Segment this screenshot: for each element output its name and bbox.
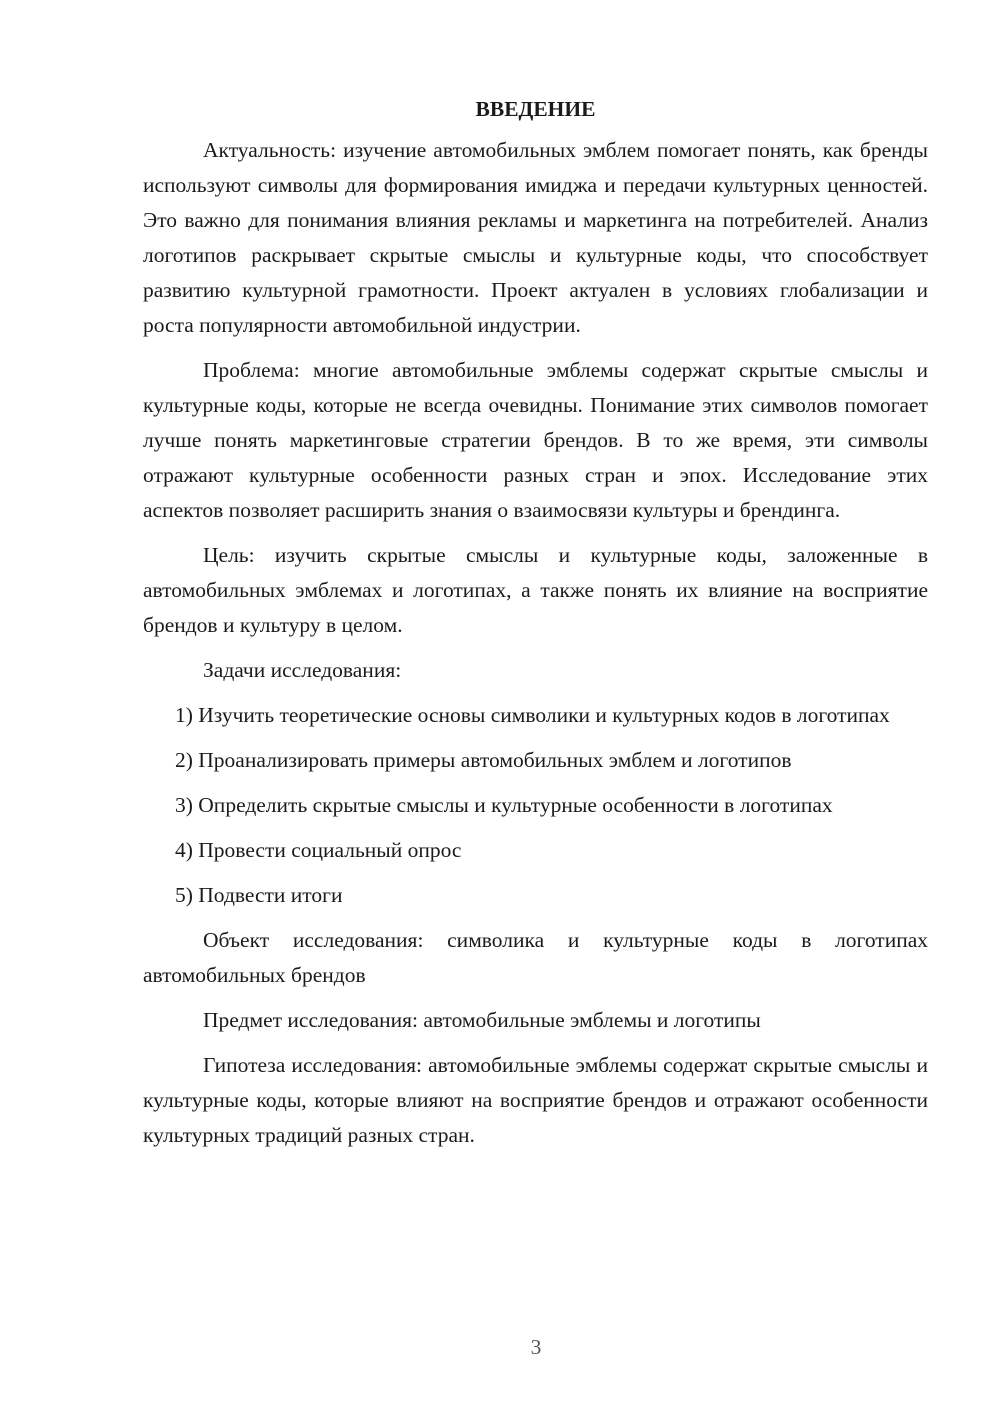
page-number: 3 — [530, 1335, 542, 1359]
paragraph-relevance: Актуальность: изучение автомобильных эмблем помогает понять, как бренды используют символы для формирования имиджа и передачи культурных ценностей. Это важно для понимания влияния рекламы и маркетинга на потребителей. Анализ логотипов раскрывает скрытые смыслы и культурные коды, что способствует развитию культурной грамотности. Проект актуален в условиях глобализации и роста популярности автомобильной индустрии. — [143, 138, 928, 337]
paragraph-goal: Цель: изучить скрытые смыслы и культурные коды, заложенные в автомобильных эмблемах и логотипах, а также понять их влияние на восприятие брендов и культуру в целом. — [143, 543, 928, 637]
task-item-3: 3) Определить скрытые смыслы и культурные особенности в логотипах — [175, 793, 833, 817]
section-title: ВВЕДЕНИЕ — [475, 97, 596, 121]
task-item-2: 2) Проанализировать примеры автомобильных эмблем и логотипов — [175, 748, 792, 772]
paragraph-tasks-heading: Задачи исследования: — [203, 658, 402, 682]
task-item-1: 1) Изучить теоретические основы символики и культурных кодов в логотипах — [175, 703, 890, 727]
paragraph-problem: Проблема: многие автомобильные эмблемы содержат скрытые смыслы и культурные коды, которые не всегда очевидны. Понимание этих символов помогает лучше понять маркетинговые стратегии брендов. В то же время, эти символы отражают культурные особенности разных стран и эпох. Исследование этих аспектов позволяет расширить знания о взаимосвязи культуры и брендинга. — [143, 358, 928, 522]
task-item-5: 5) Подвести итоги — [175, 883, 343, 907]
document-body — [143, 92, 928, 1163]
paragraph-subject: Предмет исследования: автомобильные эмблемы и логотипы — [203, 1008, 761, 1032]
task-item-4: 4) Провести социальный опрос — [175, 838, 462, 862]
paragraph-object: Объект исследования: символика и культурные коды в логотипах автомобильных брендов — [143, 928, 928, 987]
paragraph-hypothesis: Гипотеза исследования: автомобильные эмблемы содержат скрытые смыслы и культурные коды, которые влияют на восприятие брендов и отражают особенности культурных традиций разных стран. — [143, 1053, 928, 1147]
